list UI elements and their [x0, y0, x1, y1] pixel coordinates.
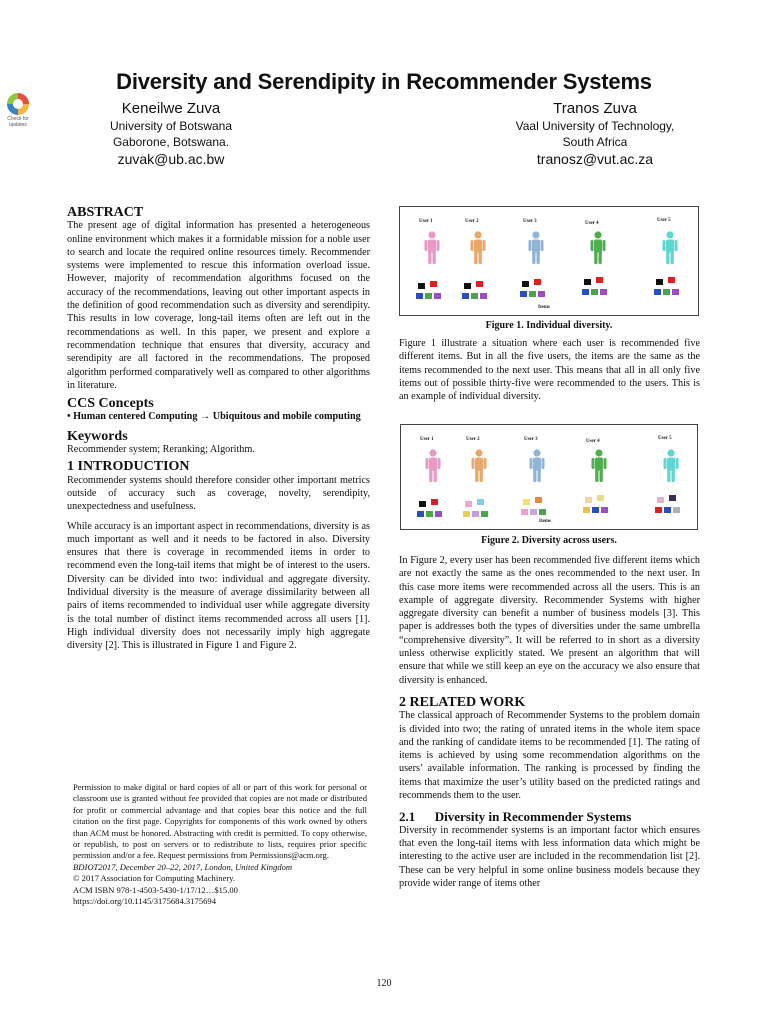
item-square	[669, 495, 676, 501]
item-square	[535, 497, 542, 503]
item-square	[538, 291, 545, 297]
item-square	[596, 277, 603, 283]
user-icon	[662, 449, 680, 483]
item-square	[582, 289, 589, 295]
figure-1-caption: Figure 1. Individual diversity.	[485, 320, 613, 331]
item-square	[418, 283, 425, 289]
item-square	[534, 279, 541, 285]
permission-text: Permission to make digital or hard copies of all or part of this work for personal or classroom use is granted without fee provided that copies are not made or distributed for profit or commercial advantage and that copies bear this notice and the full citation on the first page. Copyrights for components of this work owned by others than ACM must be honored. Abstracting with credit is permitted. To copy otherwise, or republish, to post on servers or to redistribute to lists, requires prior specific permission and/or a fee. Request permissions from Permissions@acm.org.	[73, 782, 367, 861]
user-icon	[469, 231, 487, 265]
related-work-text: The classical approach of Recommender Systems to the problem domain is divided into two; the rating of unrated items in the whole item space and the ranking of candidate items to be recommended [1]. The rating of items is achieved by using some recommendation algorithms on the users’ available information. The ranking is processed by finding the items that maximize the user’s utility based on the predicted ratings and recommends them to the user.	[399, 710, 700, 802]
item-square	[435, 511, 442, 517]
figure-2-user-label: User 2	[466, 437, 480, 442]
item-square	[583, 507, 590, 513]
user-icon	[661, 231, 679, 265]
item-square	[584, 279, 591, 285]
item-square	[464, 283, 471, 289]
item-square	[476, 281, 483, 287]
introduction-heading: 1 INTRODUCTION	[67, 459, 190, 475]
item-square	[654, 289, 661, 295]
author-affiliation: University of Botswana	[109, 119, 233, 133]
ccs-heading: CCS Concepts	[67, 396, 154, 412]
item-square	[430, 281, 437, 287]
item-square	[434, 293, 441, 299]
figure-1-image	[399, 206, 699, 316]
abstract-text: The present age of digital information has presented a heterogeneous online environment which makes it a formidable mission for a noble user to search and locate the required online resources timely. Recommender systems were implemented to rescue this information overload issue. However, majority of recommendation algorithms focused on the accuracy of the recommendations, leaving out other important aspects in the definition of good recommendation such as diversity and serendipity. This results in low coverage, long-tail items often are left out in the recommendations as well. In this paper, we present and explore a recommendation technique that ensures that diversity, accuracy and serendipity are all factored in the recommendations. The proposed algorithm performed comparatively well as compared to other algorithms in literature.	[67, 220, 370, 391]
item-square	[664, 507, 671, 513]
item-square	[597, 495, 604, 501]
author-2	[484, 100, 706, 168]
author-location: Gaborone, Botswana.	[112, 135, 230, 149]
author-name: Keneilwe Zuva	[121, 100, 221, 117]
item-square	[480, 293, 487, 299]
item-square	[656, 279, 663, 285]
related-work-heading: 2 RELATED WORK	[399, 694, 526, 710]
item-square	[521, 509, 528, 515]
copyright-line: © 2017 Association for Computing Machinery.	[73, 873, 236, 884]
item-square	[463, 511, 470, 517]
diversity-section-text: Diversity in recommender systems is an important factor which ensures that even the long-tail items with less information data which might be interesting to the active user are included in the recommendation list [2]. These can be very helpful in some online business models because they provide wider range of items other	[399, 824, 700, 889]
item-square	[539, 509, 546, 515]
figure-2-caption: Figure 2. Diversity across users.	[481, 535, 617, 546]
abstract-heading: ABSTRACT	[67, 205, 144, 220]
paper-title: Diversity and Serendipity in Recommender Systems	[116, 69, 652, 94]
item-square	[668, 277, 675, 283]
ccs-text: • Human centered Computing → Ubiquitous and mobile computing	[67, 411, 361, 423]
item-square	[591, 289, 598, 295]
item-square	[520, 291, 527, 297]
item-square	[522, 281, 529, 287]
badge-label: Check for updates	[7, 116, 29, 128]
item-square	[417, 511, 424, 517]
figure-1-items-label: Items	[538, 305, 550, 310]
author-name: Tranos Zuva	[553, 100, 637, 117]
author-location: South Africa	[562, 135, 628, 149]
right-column-text	[399, 554, 700, 890]
item-square	[416, 293, 423, 299]
item-square	[425, 293, 432, 299]
figure-2-user-label: User 1	[420, 437, 434, 442]
keywords-text: Recommender system; Reranking; Algorithm.	[67, 444, 255, 456]
item-square	[529, 291, 536, 297]
figure-2-image	[400, 424, 698, 530]
item-square	[673, 507, 680, 513]
figure-1-user-label: User 3	[523, 219, 537, 224]
permission-block	[73, 782, 367, 907]
item-square	[426, 511, 433, 517]
figure-1-user-label: User 4	[585, 221, 599, 226]
item-square	[657, 497, 664, 503]
user-icon	[470, 449, 488, 483]
figure-1-user-label: User 5	[657, 218, 671, 223]
item-square	[601, 507, 608, 513]
item-square	[655, 507, 662, 513]
item-square	[530, 509, 537, 515]
item-square	[471, 293, 478, 299]
user-icon	[423, 231, 441, 265]
item-square	[672, 289, 679, 295]
conference-line: BDIOT2017, December 20–22, 2017, London, United Kingdom	[73, 861, 293, 872]
item-square	[663, 289, 670, 295]
item-square	[592, 507, 599, 513]
figure-2-user-label: User 3	[524, 437, 538, 442]
doi-link[interactable]: https://doi.org/10.1145/3175684.3175694	[73, 896, 216, 907]
item-square	[585, 497, 592, 503]
author-email: tranosz@vut.ac.za	[536, 151, 654, 167]
figure-2-user-label: User 5	[658, 436, 672, 441]
item-square	[600, 289, 607, 295]
item-square	[431, 499, 438, 505]
author-email: zuvak@ub.ac.bw	[117, 151, 225, 167]
diversity-section-heading: 2.1 Diversity in Recommender Systems	[399, 809, 632, 825]
page-number: 120	[376, 978, 392, 989]
figure-1-user-label: User 2	[465, 219, 479, 224]
left-column	[67, 206, 370, 653]
author-affiliation: Vaal University of Technology,	[515, 119, 675, 133]
isbn-line: ACM ISBN 978-1-4503-5430-1/17/12…$15.00	[73, 884, 238, 895]
user-icon	[528, 449, 546, 483]
check-for-updates-badge[interactable]	[4, 93, 32, 129]
author-1	[60, 100, 282, 168]
figure-1-user-label: User 1	[419, 219, 433, 224]
user-icon	[527, 231, 545, 265]
user-icon	[589, 231, 607, 265]
figure-1-text: Figure 1 illustrate a situation where each user is recommended five different items. But in all the five users, the items are the same as the items recommended to the next user. This means that all in all only five items out of possible thirty-five were recommended to the users. This is an example of individual diversity.	[399, 338, 700, 403]
intro-paragraph-1: Recommender systems should therefore consider other important metrics outside of accuracy such as coverage, novelty, serendipity, unexpectedness and usefulness.	[67, 474, 370, 513]
figure-2-text: In Figure 2, every user has been recommended five different items which are not exactly the same as the ones recommended to the next user. In this case more items were recommended across all the users. This is an example of aggregate diversity. Recommender Systems with higher aggregate diversity can benefit a number of business models [3]. This paper is addresses both the types of diversities under the same umbrella “comprehensive diversity”. It will be referred to in short as a diversity unless otherwise explicitly stated. We present an algorithm that will ensure that while we still keep an eye on the accuracy we also ensure that diversity is enhanced.	[399, 555, 700, 686]
user-icon	[590, 449, 608, 483]
item-square	[523, 499, 530, 505]
check-for-updates-icon	[7, 93, 29, 115]
user-icon	[424, 449, 442, 483]
item-square	[481, 511, 488, 517]
item-square	[465, 501, 472, 507]
item-square	[462, 293, 469, 299]
figure-2-items-label: Items	[539, 519, 551, 524]
item-square	[472, 511, 479, 517]
figure-2-user-label: User 4	[586, 439, 600, 444]
item-square	[419, 501, 426, 507]
item-square	[477, 499, 484, 505]
keywords-heading: Keywords	[67, 428, 128, 444]
intro-paragraph-2: While accuracy is an important aspect in recommendations, diversity is as much important as well and it needs to be factored in also. Diversity ensures that there is coverage in recommended items in order to recommend even the long-tail items that might be of interest to the users. Diversity can be divided into two: individual and aggregate diversity. Individual diversity is the measure of average dissimilarity between all pairs of items recommended to individual user while aggregate diversity is the total number of distinct items recommended across all users [1]. High individual diversity does not necessarily imply high aggregate diversity [2]. This is illustrated in Figure 1 and Figure 2.	[67, 520, 370, 652]
